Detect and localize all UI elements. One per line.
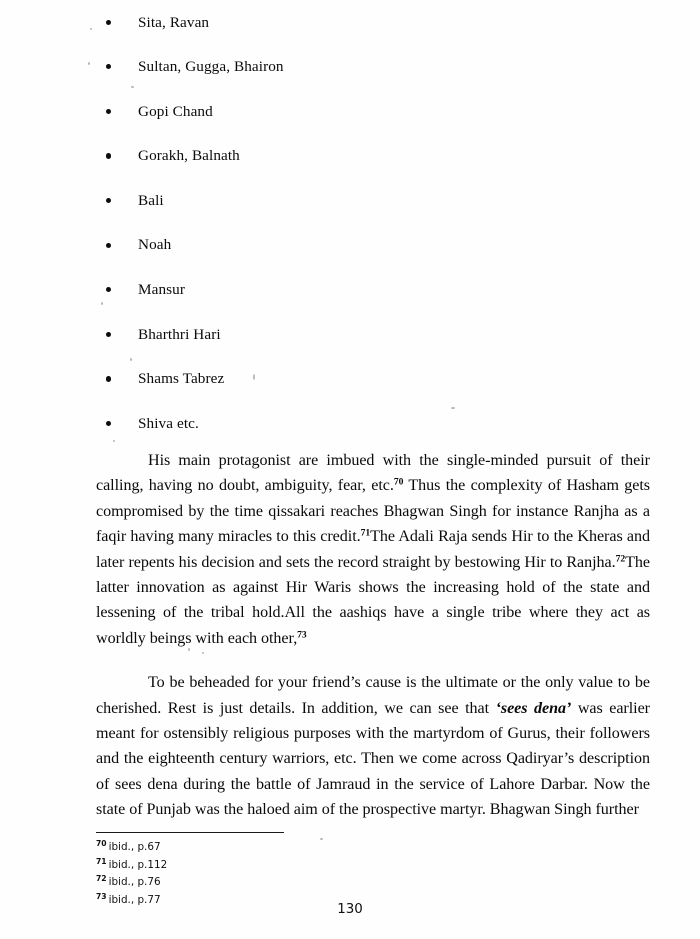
list-item [96, 134, 650, 179]
paragraph-text-segment: To be beheaded for your friend’s cause is the ultimate or the only value to be cherished. Rest is just details. In addition, we can see that [96, 674, 650, 717]
list-item [96, 312, 650, 357]
footnote-marker-72[interactable]: 72 [615, 553, 626, 565]
footnote-number: 72 [96, 874, 107, 884]
list-item [96, 45, 650, 90]
footnote-marker-73[interactable]: 73 [297, 629, 307, 641]
list-item-label: Gopi Chand [138, 102, 213, 120]
list-item-label: Mansur [138, 281, 186, 299]
bullet-point-icon [106, 64, 111, 69]
list-item [96, 223, 650, 268]
footnote-number: 73 [96, 891, 107, 901]
bullet-point-icon [106, 332, 111, 337]
list-item-label: Gorakh, Balnath [138, 147, 240, 165]
bullet-point-icon [106, 287, 111, 292]
paragraph-protagonist [96, 448, 650, 651]
list-item [96, 401, 650, 446]
paragraph-text-segment: The Adali Raja sends Hir to the Kheras and later repents his decision and sets the record straight by bestowing Hir to Ranjha. [96, 528, 650, 571]
body-text-block [96, 448, 650, 823]
list-item-label: Bali [138, 191, 164, 209]
bullet-point-icon [106, 109, 111, 114]
footnote-marker-70[interactable]: 70 [393, 476, 404, 488]
list-item-label: Sultan, Gugga, Bhairon [138, 58, 284, 76]
scan-speckle [90, 28, 92, 30]
footnote-entry [96, 855, 650, 873]
list-item [96, 178, 650, 223]
footnote-text: ibid., p.76 [108, 876, 161, 889]
list-item [96, 89, 650, 134]
list-item [96, 268, 650, 313]
page-number: 130 [337, 902, 363, 917]
footnote-number: 71 [96, 856, 107, 866]
footnote-text: ibid., p.77 [108, 893, 161, 906]
footnote-entry [96, 872, 650, 890]
bullet-point-icon [106, 198, 111, 203]
list-item [96, 0, 650, 45]
bullet-point-icon [106, 20, 111, 25]
footnote-entry [96, 837, 650, 855]
list-item-label: Sita, Ravan [138, 13, 210, 31]
footnote-number: 70 [96, 839, 107, 848]
scan-speckle [88, 62, 90, 65]
list-item-label: Noah [138, 236, 172, 254]
deity-character-bullet-list [96, 0, 650, 446]
list-item-label: Bharthri Hari [138, 325, 221, 343]
list-item-label: Shams Tabrez [138, 370, 225, 388]
emphasized-term-sees-dena: ‘sees dena’ [495, 699, 572, 717]
footnote-text: ibid., p.67 [108, 841, 161, 853]
bullet-point-icon [106, 376, 111, 381]
paragraph-text-segment: Thus the complexity of Hasham gets compromised by the time qissakari reaches Bhagwan Singh for instance Ranjha as a faqir having many miracles to this credit. [96, 477, 650, 546]
paragraph-sees-dena [96, 670, 650, 822]
bullet-point-icon [106, 153, 111, 158]
bullet-point-icon [106, 243, 111, 248]
footnote-list [96, 837, 650, 907]
paragraph-text-segment: The latter innovation as against Hir Waris shows the increasing hold of the state and lessening of the tribal hold.All the aashiqs have a single tribe where they act as worldly beings with each other, [96, 553, 650, 647]
footnote-section [96, 832, 650, 907]
footnote-text: ibid., p.112 [108, 858, 168, 871]
footnote-marker-71[interactable]: 71 [360, 527, 371, 539]
footnote-separator-rule [96, 832, 284, 833]
bullet-point-icon [106, 421, 111, 426]
list-item-label: Shiva etc. [138, 414, 199, 432]
paragraph-text-segment: was earlier meant for ostensibly religious purposes with the martyrdom of Gurus, their followers and the eighteenth century warriors, etc. Then we come across Qadiryar’s description of sees dena during the battle of Jamraud in the service of Lahore Darbar. Now the state of Punjab was the haloed aim of the prospective martyr. Bhagwan Singh further [96, 699, 650, 819]
list-item [96, 357, 650, 402]
paragraph-text-segment: His main protagonist are imbued with the single-minded pursuit of their calling, having no doubt, ambiguity, fear, etc. [96, 452, 650, 495]
